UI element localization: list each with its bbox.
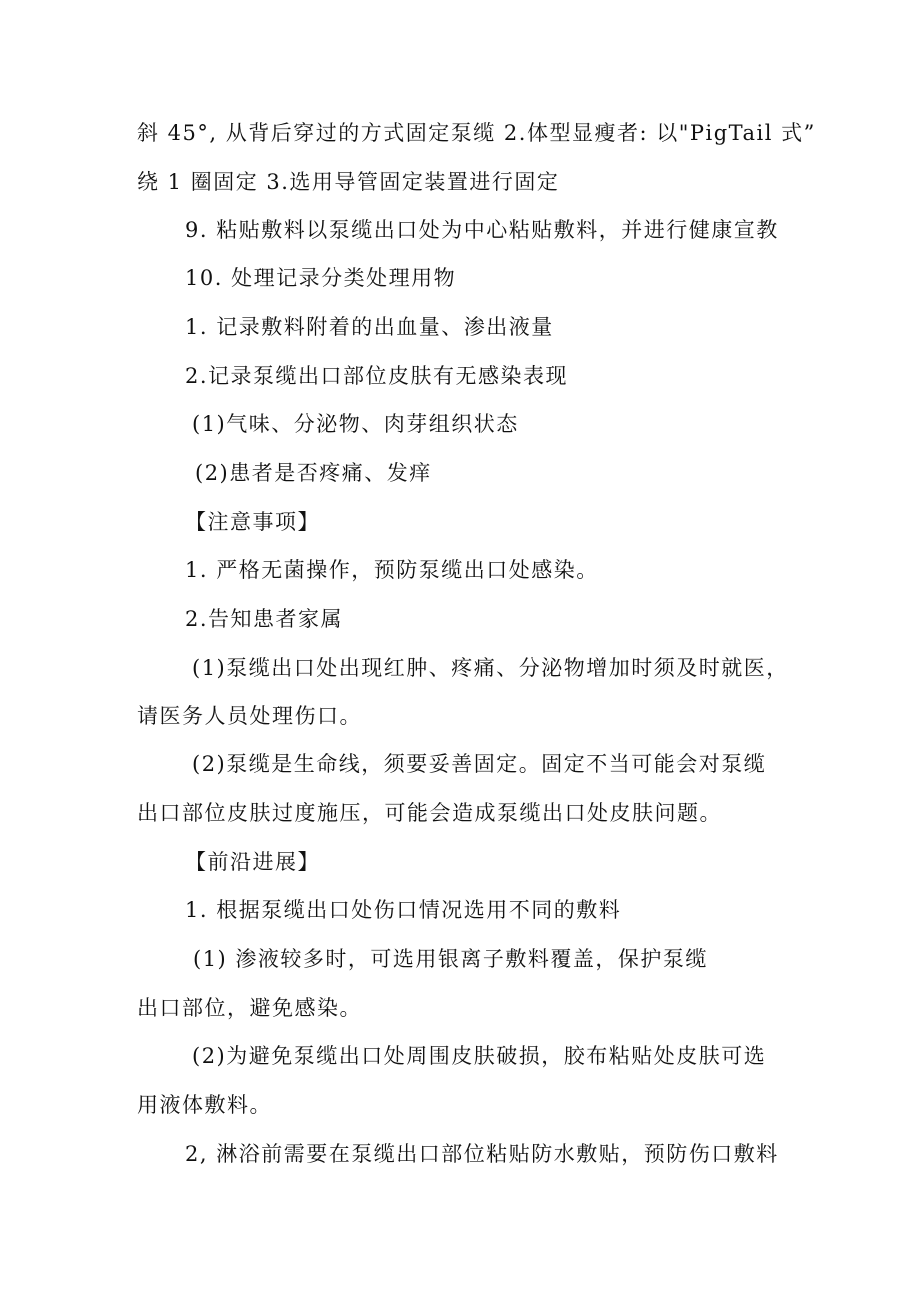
text-line: 2, 淋浴前需要在泵缆出口部位粘贴防水敷贴，预防伤口敷料	[185, 1142, 779, 1166]
text-line: 用液体敷料。	[137, 1093, 272, 1117]
text-line: (2)泵缆是生命线，须要妥善固定。固定不当可能会对泵缆	[192, 752, 767, 776]
text-line: 斜 45°, 从背后穿过的方式固定泵缆 2.体型显瘦者: 以"PigTail 式”	[137, 121, 816, 145]
text-line: (2)患者是否疼痛、发痒	[195, 461, 432, 485]
text-line: 2.告知患者家属	[185, 607, 344, 631]
text-line: 请医务人员处理伤口。	[137, 704, 362, 728]
text-line: (1)气味、分泌物、肉芽组织状态	[192, 412, 519, 436]
text-line: 1. 记录敷料附着的出血量、渗出液量	[185, 315, 554, 339]
text-line: 10. 处理记录分类处理用物	[185, 266, 457, 290]
text-line: 9. 粘贴敷料以泵缆出口处为中心粘贴敷料，并进行健康宣教	[185, 218, 779, 242]
text-line: (1)泵缆出口处出现红肿、疼痛、分泌物增加时须及时就医，	[192, 656, 789, 680]
section-heading: 【注意事项】	[185, 510, 320, 534]
text-line: 2.记录泵缆出口部位皮肤有无感染表现	[185, 364, 569, 388]
text-line: (2)为避免泵缆出口处周围皮肤破损，胶布粘贴处皮肤可选	[192, 1044, 767, 1068]
text-line: (1) 渗液较多时，可选用银离子敷料覆盖，保护泵缆	[193, 947, 708, 971]
section-heading: 【前沿进展】	[185, 850, 320, 874]
text-line: 绕 1 圈固定 3.选用导管固定装置进行固定	[137, 170, 560, 194]
text-line: 1. 根据泵缆出口处伤口情况选用不同的敷料	[185, 898, 622, 922]
text-line: 1. 严格无菌操作，预防泵缆出口处感染。	[185, 558, 599, 582]
text-line: 出口部位，避免感染。	[137, 996, 362, 1020]
text-line: 出口部位皮肤过度施压，可能会造成泵缆出口处皮肤问题。	[137, 801, 722, 825]
